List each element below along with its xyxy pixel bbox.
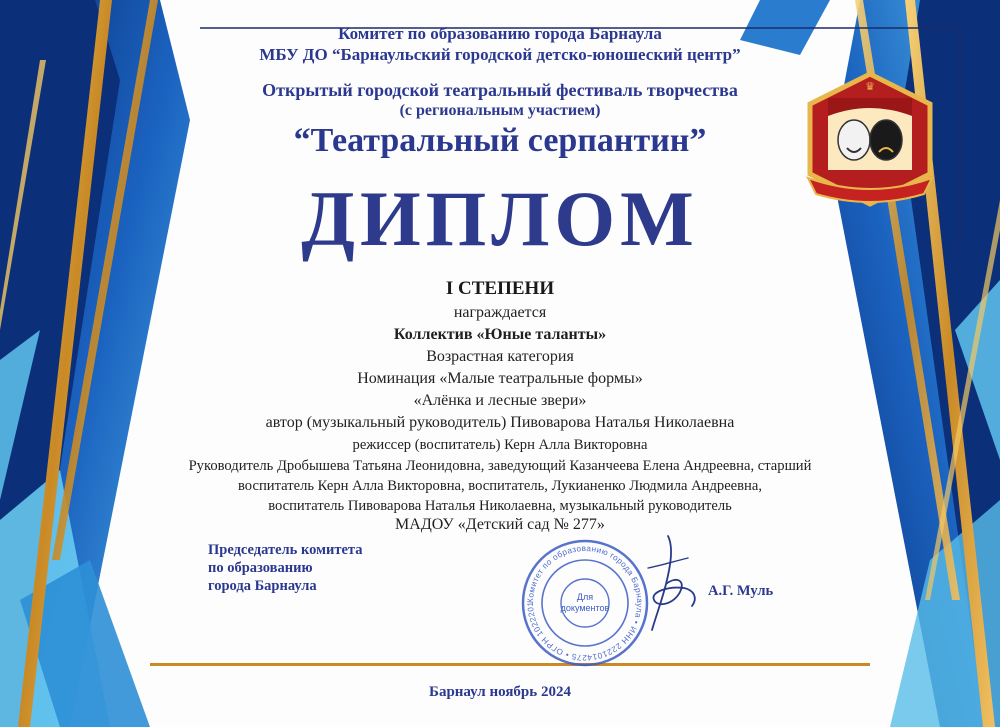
festival-note: (с региональным участием) [399,102,601,119]
awarded-label: награждается [453,304,547,321]
piece-title: «Алёнка и лесные звери» [413,392,587,409]
signatory-role [208,541,362,595]
signatory-name: А.Г. Муль [708,583,774,599]
leaders-line: воспитатель Пивоварова Наталья Николаевна, музыкальный руководитель [268,498,732,514]
degree: I СТЕПЕНИ [445,278,555,299]
leaders-line: воспитатель Керн Алла Викторовна, воспитатель, Лукианенко Людмила Андреевна, [238,478,762,494]
author-line: автор (музыкальный руководитель) Пивоварова Наталья Николаевна [265,414,735,431]
age-category: Возрастная категория [426,348,574,365]
stamp-center-text: документов [560,603,610,613]
festival-name: “Театральный серпантин” [293,122,707,159]
festival-line: Открытый городской театральный фестиваль творчества [262,80,738,100]
stamp-center-text: Для [576,592,594,602]
svg-text:♛: ♛ [865,81,875,93]
handwritten-signature [628,528,718,638]
diploma-title: ДИПЛОМ [301,175,699,262]
place-date: Барнаул ноябрь 2024 [429,684,571,700]
recipient: Коллектив «Юные таланты» [393,326,607,343]
signatory-role-line: по образованию [208,560,313,576]
leaders-line: Руководитель Дробышева Татьяна Леонидовна, заведующий Казанчеева Елена Андреевна, старший [188,458,812,474]
institution-line: МБУ ДО “Барнаульский городской детско-юношеский центр” [259,45,741,64]
committee-line: Комитет по образованию города Барнаула [338,24,662,43]
signatory-role-line: города Барнаула [208,578,317,594]
signatory-role-line: Председатель комитета [208,542,363,558]
nomination: Номинация «Малые театральные формы» [357,370,643,387]
stamp-ring-text: Комитет по образованию города Барнаула • ИНН 2221014275 • ОГРН 1022201 [525,543,645,663]
organization: МАДОУ «Детский сад № 277» [395,516,605,533]
director-line: режиссер (воспитатель) Керн Алла Викторовна [352,437,648,453]
